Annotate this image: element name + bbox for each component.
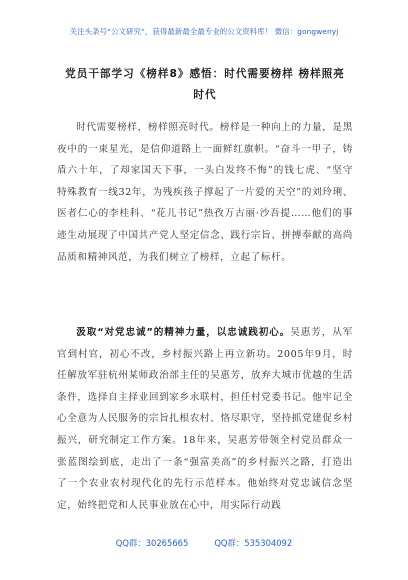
header-promo-note: 关注头条号“公文研究”，获得最新最全最专业的公文资料库！ 微信：gongwenyj xyxy=(69,27,339,36)
footer-qq-group-1: QQ群：30265665 xyxy=(115,538,189,548)
paragraph-2-text: 吴惠芳，从军官到村官，初心不改，乡村振兴路上再立新功。2005年9月，时任解放军驻杭州某师政治部主任的吴惠芳，放弃大城市优越的生活条件，选择自主择业回到家乡永联村，担任村党委书记。他牢记全心全意为人民服务的宗旨扎根农村、恪尽职守，坚持抓党建促乡村振兴，研究制定工作方案。18年来，吴惠芳带领全村党员群众一张蓝图绘到底，走出了一条“强富美高”的乡村振兴之路，打造出了一个农业农村现代化的先行示范样本。他始终对党忠诚信念坚定，始终把党和人民事业放在心中，用实际行动践 xyxy=(57,327,353,511)
paragraph-2-heading: 汲取“对党忠诚”的精神力量，以忠诚践初心。 xyxy=(76,327,291,338)
footer-qq-group-2: QQ群：535304092 xyxy=(214,538,293,548)
paragraph-1 xyxy=(57,117,353,268)
page-title: 党员干部学习《榜样8》感悟：时代需要榜样 榜样照亮时代 xyxy=(65,68,345,101)
footer-qq-groups xyxy=(0,537,408,549)
paragraph-1-text: 时代需要榜样，榜样照亮时代。榜样是一种向上的力量，是黑夜中的一束星光，是信仰道路上一面鲜红旗帜。“奋斗一甲子，铸盾六十年，了却家国天下事，一头白发终不悔”的钱七虎、“坚守特殊教育一线32年，为残疾孩子撑起了一片爱的天空”的刘玲琍、医者仁心的李桂科、“花儿书记”热孜万古丽·沙吾提……他们的事迹生动展现了中国共产党人坚定信念、践行宗旨、拼搏奉献的高尚品质和精神风范，为我们树立了榜样，立起了标杆。 xyxy=(57,122,353,263)
paragraph-2 xyxy=(57,322,353,516)
